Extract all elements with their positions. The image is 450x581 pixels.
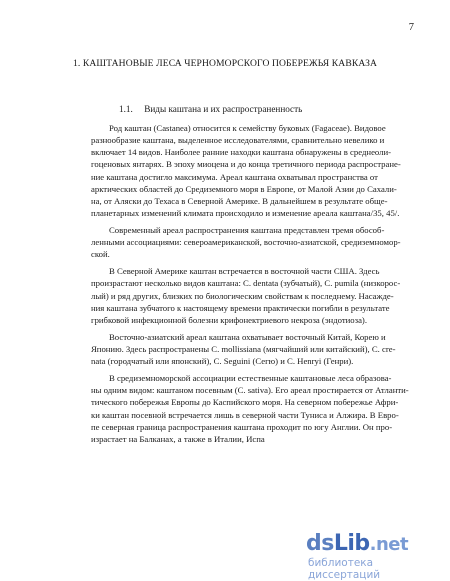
section-heading: 1.1. Виды каштана и их распространенность bbox=[119, 104, 303, 114]
text-line: Род каштан (Castanea) относится к семейству буковых (Fagaceae). Видовое bbox=[109, 123, 386, 133]
watermark-subtitle: библиотека диссертаций bbox=[308, 557, 381, 581]
dslib-logo: dsLib.net bbox=[306, 531, 409, 556]
text-line: планетарных изменений климата происходило и изменение ареала каштана/35, 45/. bbox=[91, 208, 400, 219]
chapter-heading: 1. КАШТАНОВЫЕ ЛЕСА ЧЕРНОМОРСКОГО ПОБЕРЕЖЬЯ КАВКАЗА bbox=[72, 58, 378, 69]
text-line: Современный ареал распространения каштана представлен тремя обособ- bbox=[109, 225, 385, 236]
text-line: тического побережья Европы до Каспийского моря. На северном побережье Афри- bbox=[91, 397, 399, 408]
text-line: Японию. Здесь распространены C. mollissiana (мягчайший или китайский), C. cre- bbox=[91, 344, 396, 355]
paragraph bbox=[91, 372, 409, 445]
text-line: В Северной Америке каштан встречается в восточной части США. Здесь bbox=[109, 266, 380, 277]
paragraph bbox=[91, 331, 409, 367]
text-line: гоценовых янтарях. В эпоху миоцена и до конца третичного периода распростране- bbox=[91, 159, 401, 170]
text-line: лый) и ряд других, близких по биологическим свойствам к последнему. Насажде- bbox=[91, 290, 394, 301]
text-line: разнообразие каштана, выделенное исследователями, сравнительно невелико и bbox=[91, 135, 385, 146]
text-line: ния каштана зубчатого к настоящему времени практически погибли в результате bbox=[91, 302, 390, 313]
text-line: ской. bbox=[91, 249, 110, 260]
paragraph bbox=[91, 265, 409, 326]
text-line: израстает на Балканах, а также в Италии, Испа bbox=[91, 433, 265, 444]
dslib-watermark bbox=[306, 531, 438, 581]
text-line: nata (городчатый или японский), C. Seguini (Сегю) и C. Henryi (Генри). bbox=[91, 356, 354, 367]
text-line: Восточно-азиатский ареал каштана охватывает восточный Китай, Корею и bbox=[109, 331, 386, 342]
page-number: 7 bbox=[408, 22, 414, 33]
text-line: пе северная граница распространения каштана проходит по югу Англии. Он про- bbox=[91, 421, 393, 432]
paragraph bbox=[91, 224, 409, 260]
text-line: ки каштан посевной встречается лишь в северной части Туниса и Алжира. В Евро- bbox=[91, 409, 399, 420]
text-line: ны одним видом: каштаном посевным (C. sativa). Его ареал простирается от Атланти- bbox=[91, 385, 409, 396]
text-line: арктических областей до Средиземного моря в Европе, от Малой Азии до Сахали- bbox=[91, 183, 397, 194]
text-line: на, от Аляски до Техаса в Северной Америке. В дальнейшем в результате обще- bbox=[91, 195, 388, 206]
text-line: произрастают несколько видов каштана: C. dentata (зубчатый), C. pumila (низкорос- bbox=[91, 278, 401, 289]
text-line: включает 14 видов. Наиболее ранние находки каштана обнаружены в среднеоли- bbox=[91, 147, 392, 158]
text-line: грибковой инфекционной болезни крифонектриевого некроза (эндотиоза). bbox=[91, 314, 367, 325]
text-line: ние каштана достигло максимума. Ареал каштана охватывал пространства от bbox=[91, 171, 378, 182]
text-line: ленными ассоциациями: североамериканской, восточно-азиатской, средиземномор- bbox=[91, 237, 401, 248]
text-line: В средиземноморской ассоциации естественные каштановые леса образова- bbox=[109, 373, 392, 384]
body-text bbox=[91, 122, 409, 450]
paragraph bbox=[91, 122, 409, 219]
